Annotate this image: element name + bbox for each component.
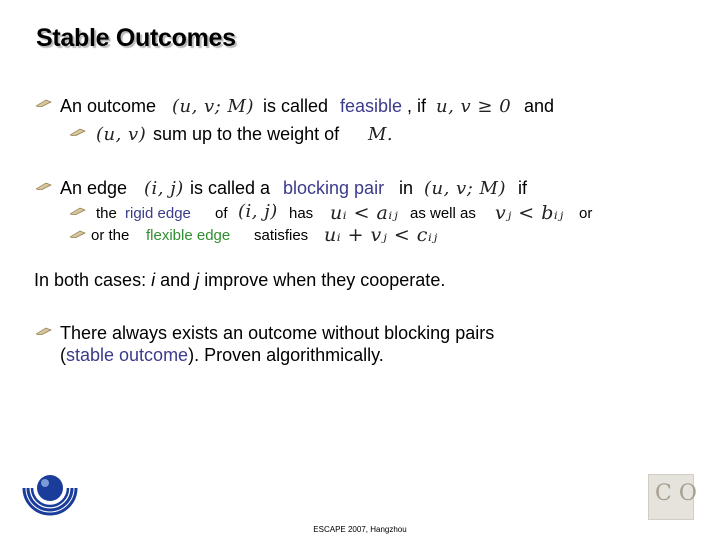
b2-text-4: if [518, 178, 527, 198]
b2s1-math-u: uᵢ < aᵢⱼ [330, 202, 399, 224]
bullet-icon [36, 182, 52, 190]
sub-bullet-icon [70, 128, 86, 136]
term-feasible: feasible [340, 96, 403, 116]
b1-text-3: , if [407, 96, 427, 116]
b1-text-1: An outcome [60, 96, 157, 116]
b3-line-2-rest: ). Proven algorithmically. [188, 345, 384, 365]
b2-text-2: is called a [190, 178, 271, 198]
b2s1-math-edge: (i, j) [238, 201, 278, 222]
b2s2-math: uᵢ + vⱼ < cᵢⱼ [324, 224, 438, 246]
b1sub-text: sum up to the weight of [153, 124, 340, 144]
university-logo [18, 466, 82, 522]
b2s1-text-5: or [579, 205, 593, 222]
slide-title: Stable Outcomes [36, 24, 236, 52]
b2s1-text-4: as well as [410, 205, 476, 222]
b1-math-outcome: (u, v; M) [172, 96, 254, 117]
term-stable-outcome: stable outcome [66, 345, 189, 365]
both-j: j [195, 270, 200, 290]
b2-text-1: An edge [60, 178, 128, 198]
bullet-icon [36, 99, 52, 107]
b1sub-math-m: M. [368, 124, 394, 145]
b3-paren: ( [60, 345, 66, 365]
b3-line-2 [60, 345, 384, 366]
b2s2-text-2: satisfies [254, 227, 309, 244]
footer-text: ESCAPE 2007, Hangzhou [313, 525, 407, 534]
b1-text-2: is called [263, 96, 329, 116]
term-blocking-pair: blocking pair [283, 178, 385, 198]
sub-bullet-icon [70, 230, 86, 238]
both-i: i [151, 270, 156, 290]
term-rigid-edge: rigid edge [125, 205, 191, 222]
b2s1-text-2: of [215, 205, 228, 222]
sub-bullet-icon [70, 207, 86, 215]
b2s1-math-v: vⱼ < bᵢⱼ [495, 202, 564, 224]
co-logo-text: C O [655, 481, 697, 506]
both-text-3: improve when they cooperate. [204, 270, 446, 290]
both-cases-line [34, 270, 445, 291]
b2s1-text-1: the [96, 205, 117, 222]
both-text-1: In both cases: [34, 270, 147, 290]
b2-text-3: in [399, 178, 414, 198]
b3-line-1: There always exists an outcome without blocking pairs [60, 323, 495, 343]
b1-math-condition: u, v ≥ 0 [436, 96, 512, 117]
b1-text-4: and [524, 96, 555, 116]
both-text-2: and [160, 270, 191, 290]
b2s2-text-1: or the [91, 227, 130, 244]
term-flexible-edge: flexible edge [146, 227, 231, 244]
co-logo [648, 474, 697, 520]
b2s1-text-3: has [289, 205, 314, 222]
b1sub-math-uv: (u, v) [96, 124, 147, 145]
b2-math-edge: (i, j) [144, 178, 184, 199]
b2-math-outcome: (u, v; M) [424, 178, 506, 199]
bullet-icon [36, 327, 52, 335]
